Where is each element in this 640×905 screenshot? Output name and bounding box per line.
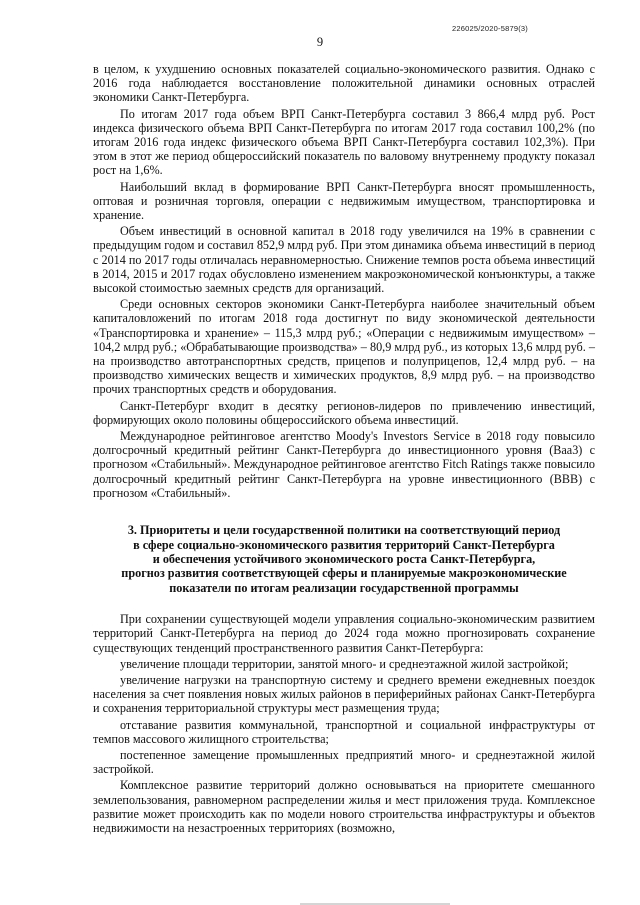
- paragraph: Международное рейтинговое агентство Moody's Investors Service в 2018 году повысило долгосрочный кредитный рейтинг Санкт-Петербурга до инвестиционного уровня (Baa3) с прогнозом «Стабильный». Международное рейтинговое агентство Fitch Ratings также повысило долгосрочный кредитный рейтинг Санкт-Петербурга на уровне инвестиционного (BBB) с прогнозом «Стабильный».: [93, 429, 595, 500]
- section-heading-line: показатели по итогам реализации государственной программы: [169, 580, 519, 595]
- paragraph: При сохранении существующей модели управления социально-экономическим развитием территорий Санкт-Петербурга на период до 2024 года можно прогнозировать сохранение существующих тенденций пространственного развития Санкт-Петербурга:: [93, 612, 595, 655]
- paragraph: в целом, к ухудшению основных показателей социально-экономического развития. Однако с 2016 года наблюдается восстановление положительной динамики основных отраслей экономики Санкт-Петербурга.: [93, 62, 595, 105]
- list-item: увеличение площади территории, занятой много- и среднеэтажной жилой застройкой;: [120, 656, 569, 671]
- document-body: [93, 62, 595, 837]
- paragraph: По итогам 2017 года объем ВРП Санкт-Петербурга составил 3 866,4 млрд руб. Рост индекса физического объема ВРП Санкт-Петербурга по итогам 2017 года составил 100,2% (по итогам 2016 года индекс физического объема ВРП Санкт-Петербурга составил 102,3%). При этом в этот же период общероссийский показатель по валовому внутреннему продукту показал рост на 1,6%.: [93, 106, 595, 178]
- paragraph: Наибольший вклад в формирование ВРП Санкт-Петербурга вносят промышленность, оптовая и розничная торговля, операции с недвижимым имуществом, транспортировка и хранение.: [93, 179, 595, 223]
- paragraph: Комплексное развитие территорий должно основываться на приоритете смешанного землепользования, равномерном распределении жилья и мест приложения труда. Комплексное развитие может происходить как по модели нового строительства инфраструктуры и объектов недвижимости на незастроенных территориях (возможно,: [93, 778, 595, 835]
- paragraph: Объем инвестиций в основной капитал в 2018 году увеличился на 19% в сравнении с предыдущим годом и составил 852,9 млрд руб. При этом динамика объема инвестиций в период с 2014 по 2017 годы отличалась неравномерностью. Снижение темпов роста объема инвестиций в 2014, 2015 и 2017 годах обусловлено изменением макроэкономической конъюнктуры, а также высокой стоимостью заемных средств для организаций.: [93, 224, 595, 296]
- section-heading-line: прогноз развития соответствующей сферы и планируемые макроэкономические: [121, 566, 567, 581]
- paragraph: Санкт-Петербург входит в десятку регионов-лидеров по привлечению инвестиций, формирующих около половины общероссийского объема инвестиций.: [93, 398, 595, 427]
- list-item: увеличение нагрузки на транспортную систему и среднего времени ежедневных поездок населения за счет появления новых жилых районов в периферийных районах Санкт-Петербурга и сохранения территориальной структуры мест размещения труда;: [93, 672, 595, 716]
- list-item: отставание развития коммунальной, транспортной и социальной инфраструктуры от темпов массового жилищного строительства;: [93, 717, 595, 746]
- section-heading-line: 3. Приоритеты и цели государственной политики на соответствующий период: [127, 523, 561, 538]
- section-heading: [93, 523, 595, 595]
- page-number: 9: [316, 35, 324, 49]
- document-id: 226025/2020-5879(3): [452, 24, 528, 33]
- paragraph: Среди основных секторов экономики Санкт-Петербурга наиболее значительный объем капиталовложений по итогам 2018 года достигнут по виду экономической деятельности «Транспортировка и хранение» – 115,3 млрд руб.; «Операции с недвижимым имуществом» – 104,2 млрд руб.; «Обрабатывающие производства» – 80,9 млрд руб., из которых 13,6 млрд руб. – на производство автотранспортных средств, прицепов и полуприцепов, 12,4 млрд руб. – на производство химических веществ и химических продуктов, 8,9 млрд руб. – на производство прочих транспортных средств и оборудования.: [93, 297, 595, 397]
- section-heading-line: и обеспечения устойчивого экономического роста Санкт-Петербурга,: [152, 551, 536, 566]
- list-item: постепенное замещение промышленных предприятий много- и среднеэтажной жилой застройкой.: [93, 747, 595, 777]
- section-heading-line: в сфере социально-экономического развития территорий Санкт-Петербурга: [133, 537, 555, 552]
